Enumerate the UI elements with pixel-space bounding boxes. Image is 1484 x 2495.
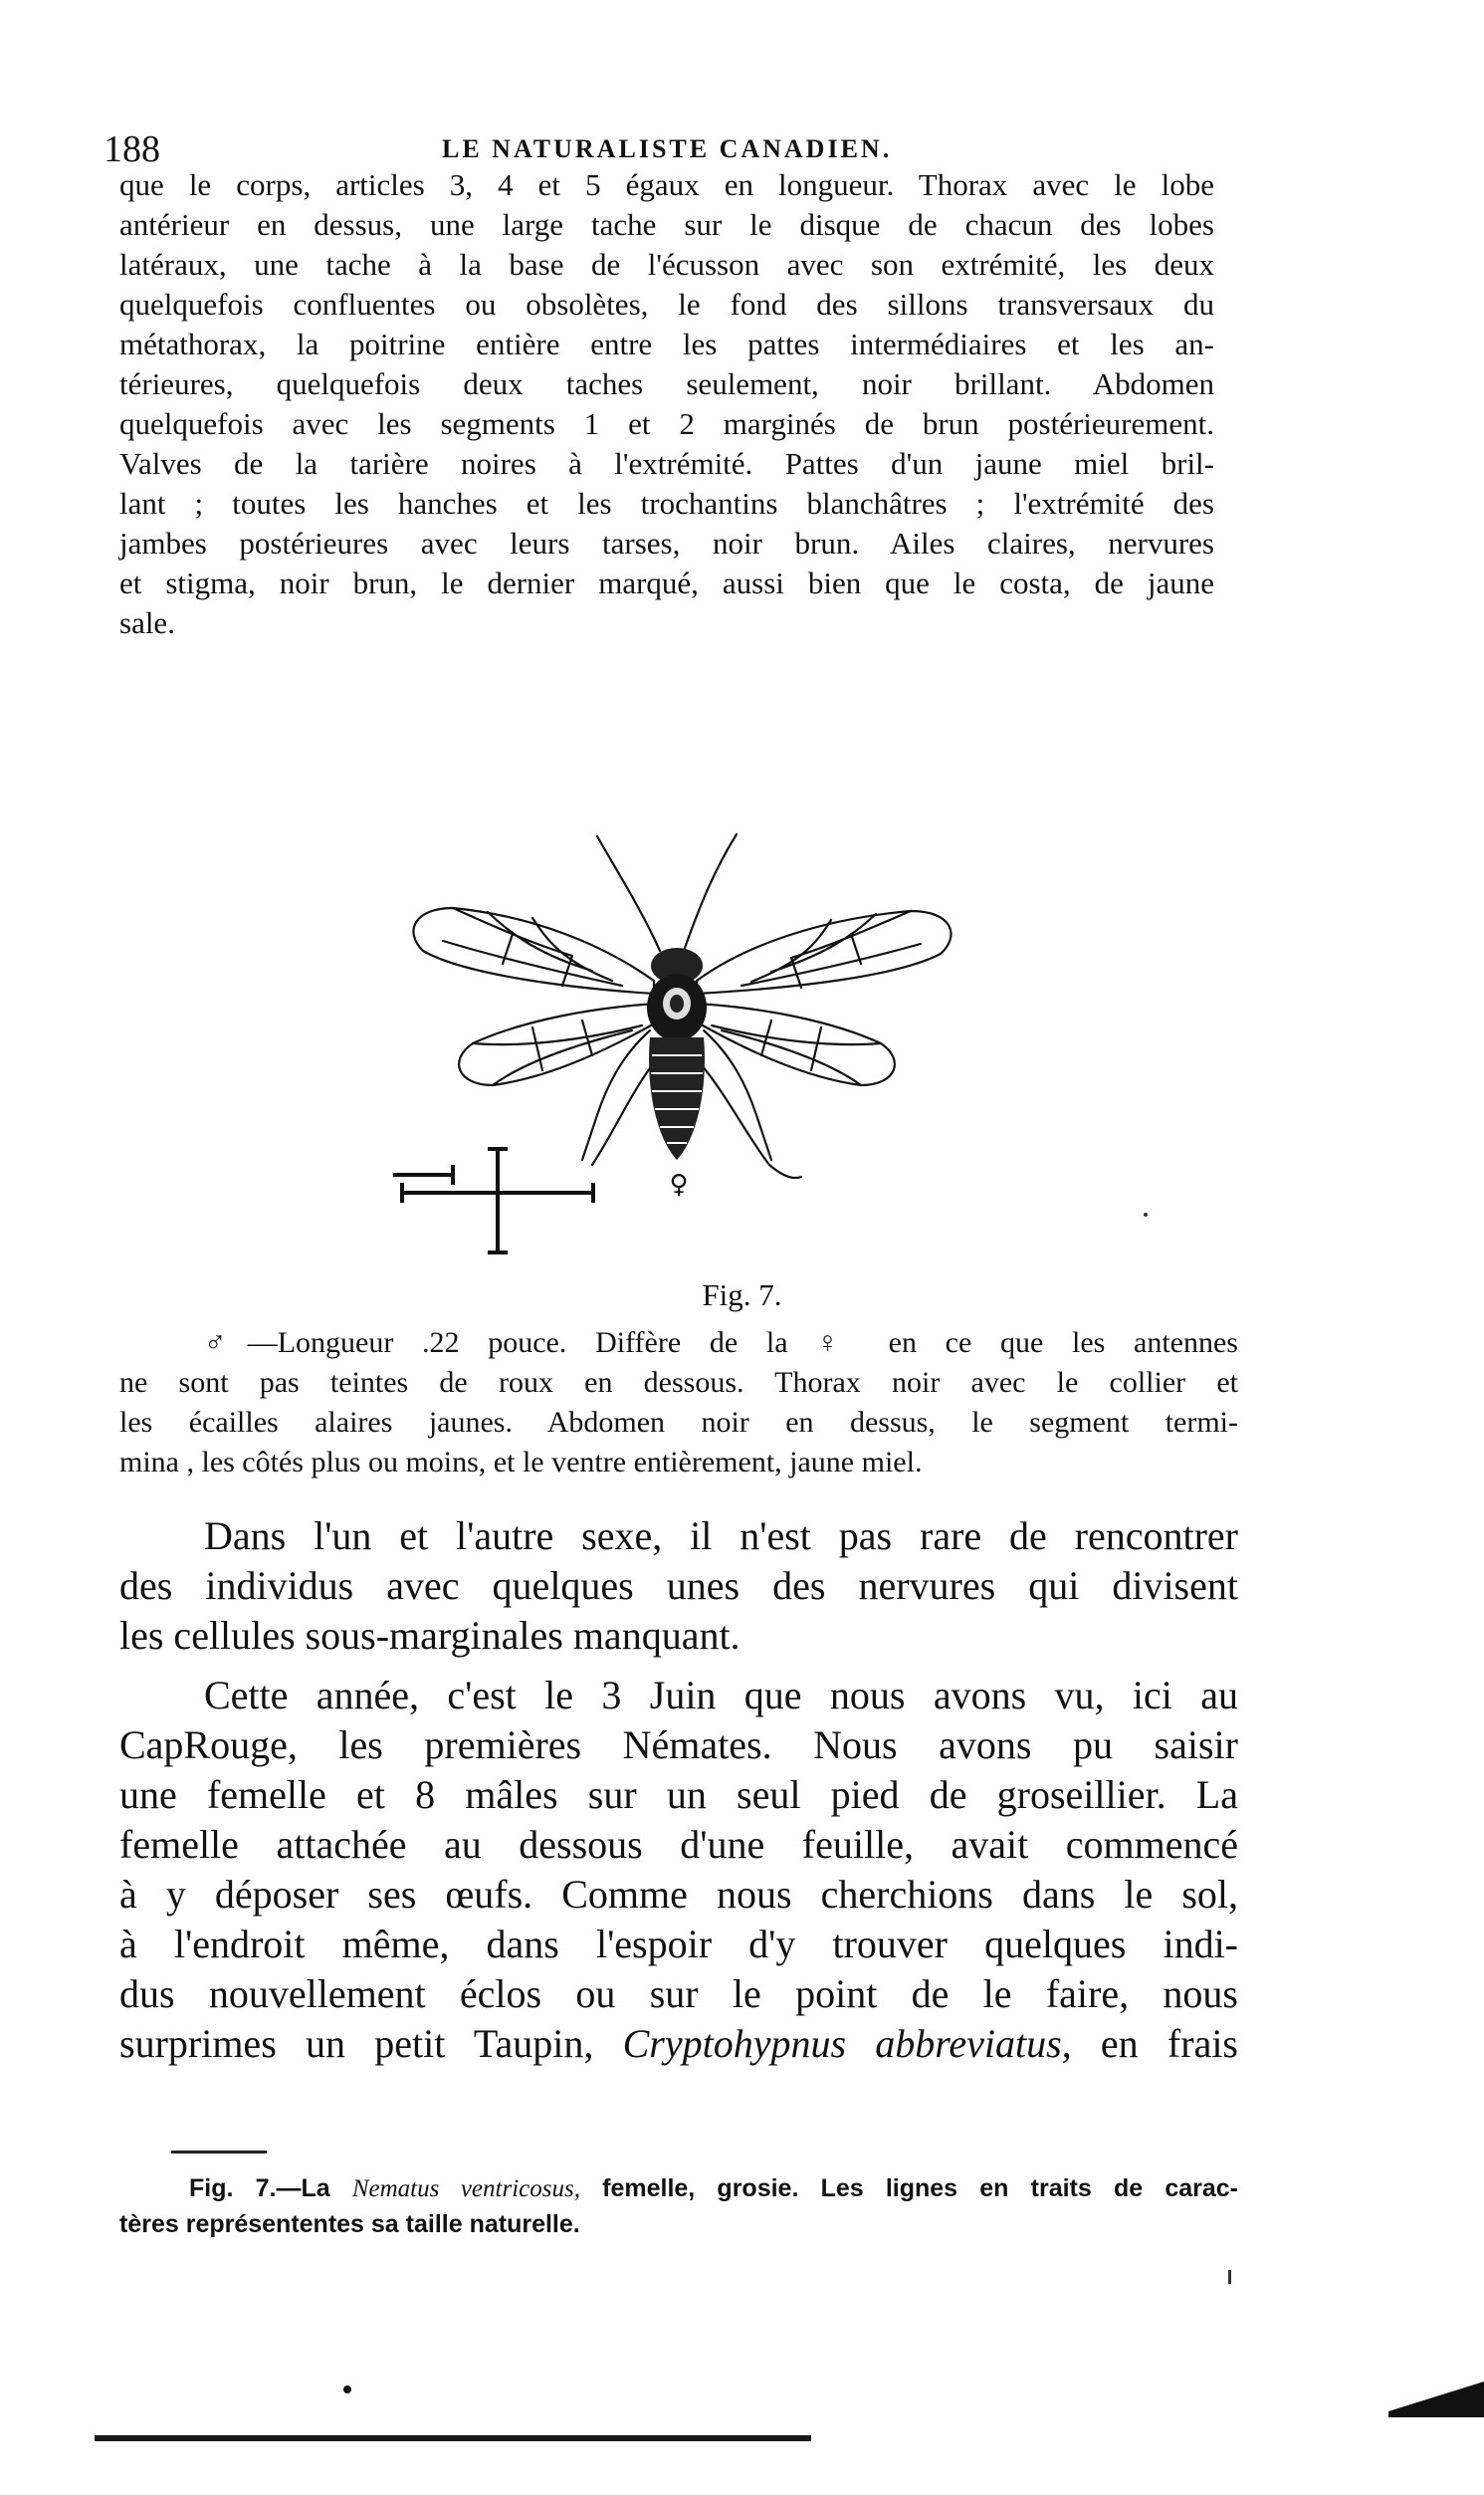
species-name: Cryptohypnus abbreviatus, [622, 2021, 1072, 2066]
body-text-segment: en frais [1071, 2021, 1239, 2066]
male-description-line: ne sont pas teintes de roux en dessous. Thorax noir avec le collier et [119, 1366, 1238, 1399]
page-number: 188 [104, 128, 160, 170]
description-line: et stigma, noir brun, le dernier marqué, aussi bien que le costa, de jaune [119, 566, 1214, 600]
description-line: que le corps, articles 3, 4 et 5 égaux en longueur. Thorax avec le lobe [119, 167, 1214, 202]
body-line: des individus avec quelques unes des nervures qui divisent [119, 1563, 1238, 1608]
male-description-line: mina , les côtés plus ou moins, et le ventre entièrement, jaune miel. [119, 1446, 923, 1478]
natural-size-scale [388, 1143, 607, 1262]
scan-edge-line [95, 2435, 811, 2441]
body-line: Dans l'un et l'autre sexe, il n'est pas rare de rencontrer [204, 1513, 1238, 1558]
male-description-line: ♂—Longueur .22 pouce. Diffère de la ♀ en ce que les antennes [204, 1326, 1238, 1359]
description-line: latéraux, une tache à la base de l'écusson avec son extrémité, les deux [119, 247, 1214, 282]
body-line: dus nouvellement éclos ou sur le point de le faire, nous [119, 1971, 1238, 2016]
scan-mark [1228, 2270, 1231, 2284]
body-line: femelle attachée au dessous d'une feuille, avait commencé [119, 1822, 1238, 1867]
footnote-prefix: Fig. 7.—La [189, 2174, 352, 2202]
body-line-final [119, 2019, 1238, 2069]
description-line: térieures, quelquefois deux taches seulement, noir brillant. Abdomen [119, 366, 1214, 401]
description-line: quelquefois avec les segments 1 et 2 marginés de brun postérieurement. [119, 406, 1214, 441]
body-line: CapRouge, les premières Némates. Nous avons pu saisir [119, 1722, 1238, 1767]
footnote-line [189, 2170, 1238, 2207]
body-line: les cellules sous-marginales manquant. [119, 1613, 741, 1658]
description-line: antérieur en dessus, une large tache sur le disque de chacun des lobes [119, 207, 1214, 242]
figure-caption: Fig. 7. [702, 1277, 782, 1312]
description-line: sale. [119, 605, 175, 640]
description-line: quelquefois confluentes ou obsolètes, le fond des sillons transversaux du [119, 287, 1214, 322]
description-line: lant ; toutes les hanches et les trochantins blanchâtres ; l'extrémité des [119, 486, 1214, 521]
body-line: Cette année, c'est le 3 Juin que nous avons vu, ici au [204, 1673, 1238, 1717]
body-line: à y déposer ses œufs. Comme nous cherchions dans le sol, [119, 1872, 1238, 1917]
description-line: Valves de la tarière noires à l'extrémité. Pattes d'un jaune miel bril- [119, 446, 1214, 481]
speck [1144, 1213, 1148, 1217]
body-line: une femelle et 8 mâles sur un seul pied de groseillier. La [119, 1772, 1238, 1817]
body-line: à l'endroit même, dans l'espoir d'y trouver quelques indi- [119, 1922, 1238, 1966]
scan-dot [343, 2385, 351, 2393]
description-line: jambes postérieures avec leurs tarses, noir brun. Ailes claires, nervures [119, 526, 1214, 561]
footnote-rule [171, 2151, 267, 2154]
body-text-segment: surprimes un petit Taupin, [119, 2021, 594, 2066]
scan-corner-mark [1388, 2382, 1484, 2417]
running-head: LE NATURALISTE CANADIEN. [442, 134, 893, 163]
female-symbol: ♀ [669, 1170, 689, 1200]
footnote-species: Nematus ventricosus, [351, 2175, 580, 2202]
description-line: métathorax, la poitrine entière entre les pattes intermédiaires et les an- [119, 327, 1214, 361]
footnote-text: femelle, grosie. Les lignes en traits de carac- [579, 2174, 1238, 2202]
footnote-line: tères représententes sa taille naturelle. [119, 2210, 580, 2238]
male-description-line: les écailles alaires jaunes. Abdomen noir en dessus, le segment termi- [119, 1406, 1238, 1439]
